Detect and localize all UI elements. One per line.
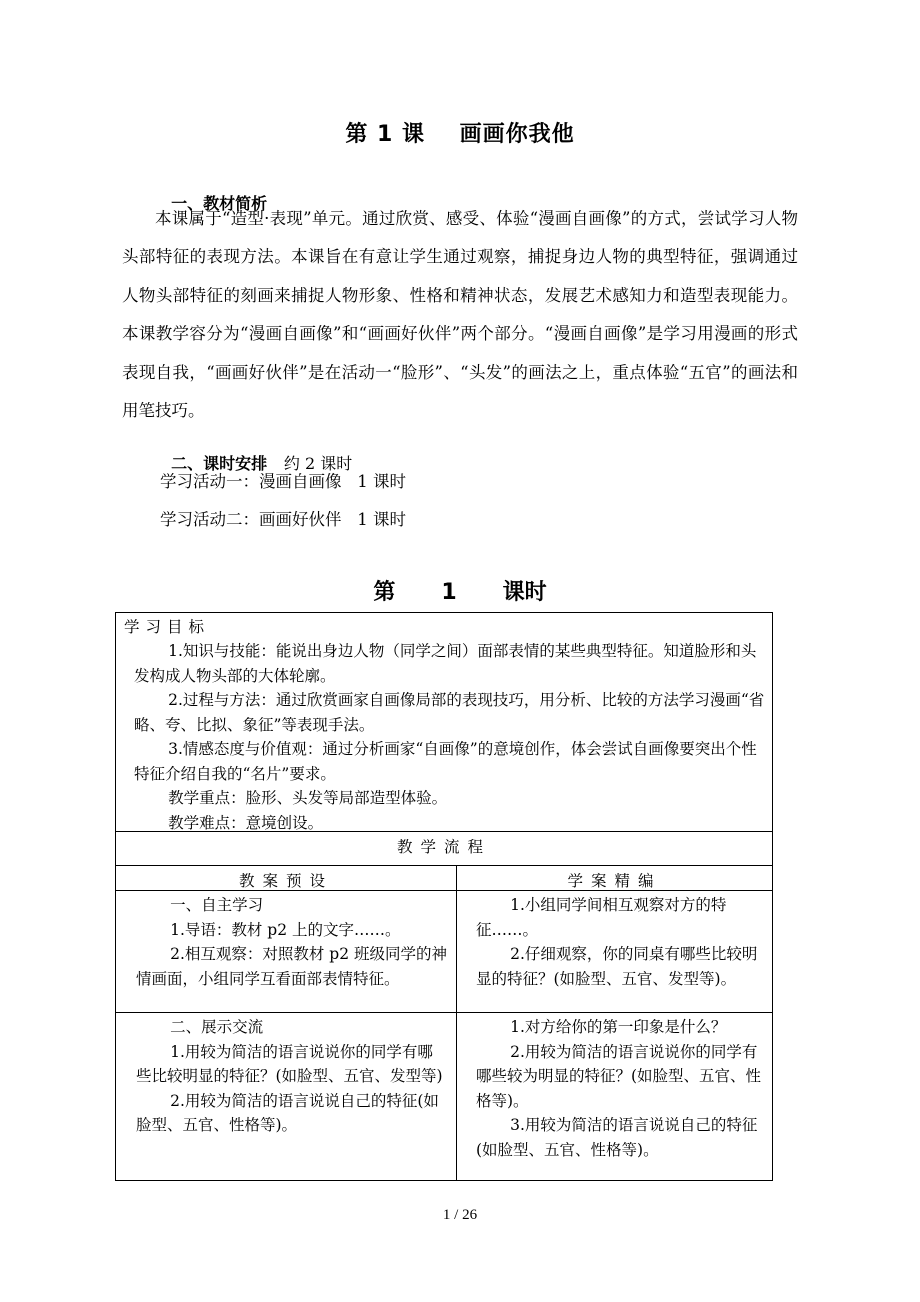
goal-difficulty: 教学难点：意境创设。 <box>168 813 324 832</box>
divider <box>116 865 772 866</box>
goals-block <box>134 639 768 835</box>
activity-line: 学习活动一：漫画自画像 1 课时 <box>160 472 406 491</box>
page-title: 第 1 课 画画你我他 <box>345 122 575 147</box>
section-heading-text: 一、教材简析 <box>171 194 268 213</box>
column-header-right: 学案精编 <box>567 872 662 890</box>
row-line: 1.小组同学间相互观察对方的特征……。 <box>476 896 727 939</box>
schedule-note: 约 2 课时 <box>283 454 353 473</box>
divider <box>116 1012 772 1013</box>
goal-key-point: 教学重点：脸形、头发等局部造型体验。 <box>168 789 448 807</box>
divider <box>116 890 772 891</box>
page-number: 1 / 26 <box>442 1207 478 1223</box>
row-line: 1.用较为简洁的语言说说你的同学有哪些比较明显的特征？(如脸型、五官、发型等) <box>136 1042 443 1085</box>
activity-line: 学习活动二：画画好伙伴 1 课时 <box>160 510 406 529</box>
row-1-right <box>476 893 766 991</box>
goals-label: 学习目标 <box>124 618 211 636</box>
row-1-left <box>136 893 448 991</box>
row-line: 一、自主学习 <box>170 896 264 914</box>
column-header-left: 教案预设 <box>238 872 333 890</box>
goal-item: 2.过程与方法：通过欣赏画家自画像局部的表现技巧，用分析、比较的方法学习漫画“省略、夸、比拟、象征”等表现手法。 <box>134 691 765 734</box>
flow-label: 教学流程 <box>396 838 491 856</box>
row-line: 1.导语：教材 p2 上的文字……。 <box>170 920 401 939</box>
divider <box>116 831 772 832</box>
row-line: 2.用较为简洁的语言说说自己的特征(如脸型、五官、性格等)。 <box>136 1091 439 1134</box>
row-line: 2.相互观察：对照教材 p2 班级同学的神情画面，小组同学互看面部表情特征。 <box>136 945 448 988</box>
analysis-paragraph: 本课属于“造型·表现”单元。通过欣赏、感受、体验“漫画自画像”的方式，尝试学习人物头部特征的表现方法。本课旨在有意让学生通过观察，捕捉身边人物的典型特征，强调通过人物头部特征的刻画来捕捉人物形象、性格和精神状态，发展艺术感知力和造型表现能力。本课教学容分为“漫画自画像”和“画画好伙伴”两个部分。“漫画自画像”是学习用漫画的形式表现自我，“画画好伙伴”是在活动一“脸形”、“头发”的画法之上，重点体验“五官”的画法和用笔技巧。 <box>122 209 798 421</box>
column-divider <box>456 865 457 1181</box>
row-line: 3.用较为简洁的语言说说自己的特征(如脸型、五官、性格等)。 <box>476 1116 758 1159</box>
row-line: 2.用较为简洁的语言说说你的同学有哪些较为明显的特征？(如脸型、五官、性格等)。 <box>476 1042 762 1110</box>
lesson-title: 第 1 课时 <box>373 580 547 605</box>
row-2-right <box>476 1015 766 1162</box>
lesson-table <box>115 612 773 1181</box>
goal-item: 1.知识与技能：能说出身边人物（同学之间）面部表情的某些典型特征。知道脸形和头发构成人物头部的大体轮廓。 <box>134 642 757 685</box>
row-line: 二、展示交流 <box>170 1018 264 1036</box>
row-line: 1.对方给你的第一印象是什么？ <box>510 1018 727 1036</box>
goal-item: 3.情感态度与价值观：通过分析画家“自画像”的意境创作，体会尝试自画像要突出个性特征介绍自我的“名片”要求。 <box>134 740 757 783</box>
section-heading-text: 二、课时安排 <box>171 454 268 473</box>
row-line: 2.仔细观察，你的同桌有哪些比较明显的特征？(如脸型、五官、发型等)。 <box>476 945 758 988</box>
row-2-left <box>136 1015 448 1138</box>
